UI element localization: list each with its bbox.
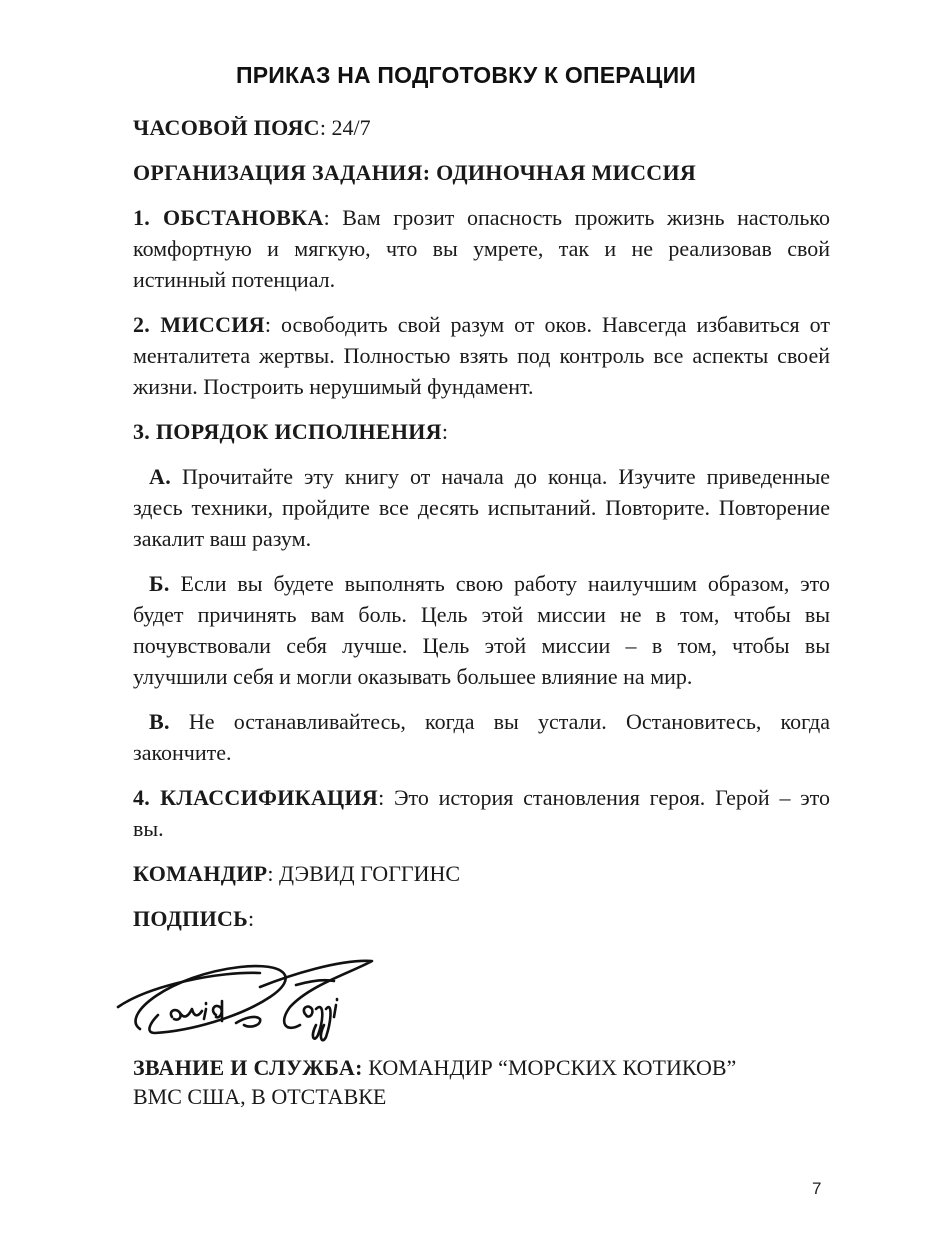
signature-suffix: : bbox=[248, 906, 255, 931]
execution-item-v bbox=[133, 706, 830, 768]
mission-text: : освободить свой разум от оков. Навсегда избавиться от менталитета жертвы. Полностью взять под контроль все аспекты своей жизни. Построить нерушимый фундамент. bbox=[133, 312, 830, 399]
order-body bbox=[133, 112, 830, 948]
timezone-value: : 24/7 bbox=[319, 115, 371, 140]
execution-item-b bbox=[133, 568, 830, 692]
signature-line bbox=[133, 903, 830, 934]
mission-section bbox=[133, 309, 830, 402]
execution-item-text: Если вы будете выполнять свою работу наилучшим образом, это будет причинять вам боль. Цель этой миссии не в том, чтобы вы почувствовали себя лучше. Цель этой миссии – в том, чтобы вы улучшили себя и могли оказывать большее влияние на мир. bbox=[133, 571, 830, 689]
classification-text: : Это история становления героя. Герой – это вы. bbox=[133, 785, 830, 841]
timezone-line bbox=[133, 112, 830, 143]
page-title: ПРИКАЗ НА ПОДГОТОВКУ К ОПЕРАЦИИ bbox=[235, 62, 697, 88]
rank-line-1 bbox=[133, 1053, 830, 1082]
execution-item-a bbox=[133, 461, 830, 554]
signature-graphic bbox=[110, 945, 400, 1055]
commander-label: КОМАНДИР bbox=[133, 861, 268, 886]
execution-item-marker: А. bbox=[149, 464, 171, 489]
rank-line-2: ВМС США, В ОТСТАВКЕ bbox=[133, 1084, 387, 1109]
execution-item-text: Не останавливайтесь, когда вы устали. Остановитесь, когда закончите. bbox=[133, 709, 830, 765]
situation-section bbox=[133, 202, 830, 295]
rank-service bbox=[133, 1053, 830, 1111]
organization-line: ОРГАНИЗАЦИЯ ЗАДАНИЯ: ОДИНОЧНАЯ МИССИЯ bbox=[133, 160, 697, 185]
rank-label: ЗВАНИЕ И СЛУЖБА: bbox=[133, 1055, 363, 1080]
execution-label: 3. ПОРЯДОК ИСПОЛНЕНИЯ bbox=[133, 419, 442, 444]
situation-text: : Вам грозит опасность прожить жизнь настолько комфортную и мягкую, что вы умрете, так и не реализовав свой истинный потенциал. bbox=[133, 205, 830, 292]
execution-item-text: Прочитайте эту книгу от начала до конца. Изучите приведенные здесь техники, пройдите все десять испытаний. Повторите. Повторение закалит ваш разум. bbox=[133, 464, 830, 551]
execution-item-marker: В. bbox=[149, 709, 170, 734]
commander-value: : ДЭВИД ГОГГИНС bbox=[267, 861, 461, 886]
rank-value: КОМАНДИР “МОРСКИХ КОТИКОВ” bbox=[362, 1055, 737, 1080]
classification-section bbox=[133, 782, 830, 844]
signature-label: ПОДПИСЬ bbox=[133, 906, 249, 931]
handwritten-signature bbox=[110, 945, 400, 1055]
classification-label: 4. КЛАССИФИКАЦИЯ bbox=[133, 785, 379, 810]
situation-label: 1. ОБСТАНОВКА bbox=[133, 205, 324, 230]
execution-suffix: : bbox=[441, 419, 448, 444]
execution-heading bbox=[133, 416, 830, 447]
mission-label: 2. МИССИЯ bbox=[133, 312, 265, 337]
timezone-label: ЧАСОВОЙ ПОЯС bbox=[133, 115, 320, 140]
page-number: 7 bbox=[812, 1179, 822, 1198]
commander-line bbox=[133, 858, 830, 889]
execution-item-marker: Б. bbox=[149, 571, 170, 596]
